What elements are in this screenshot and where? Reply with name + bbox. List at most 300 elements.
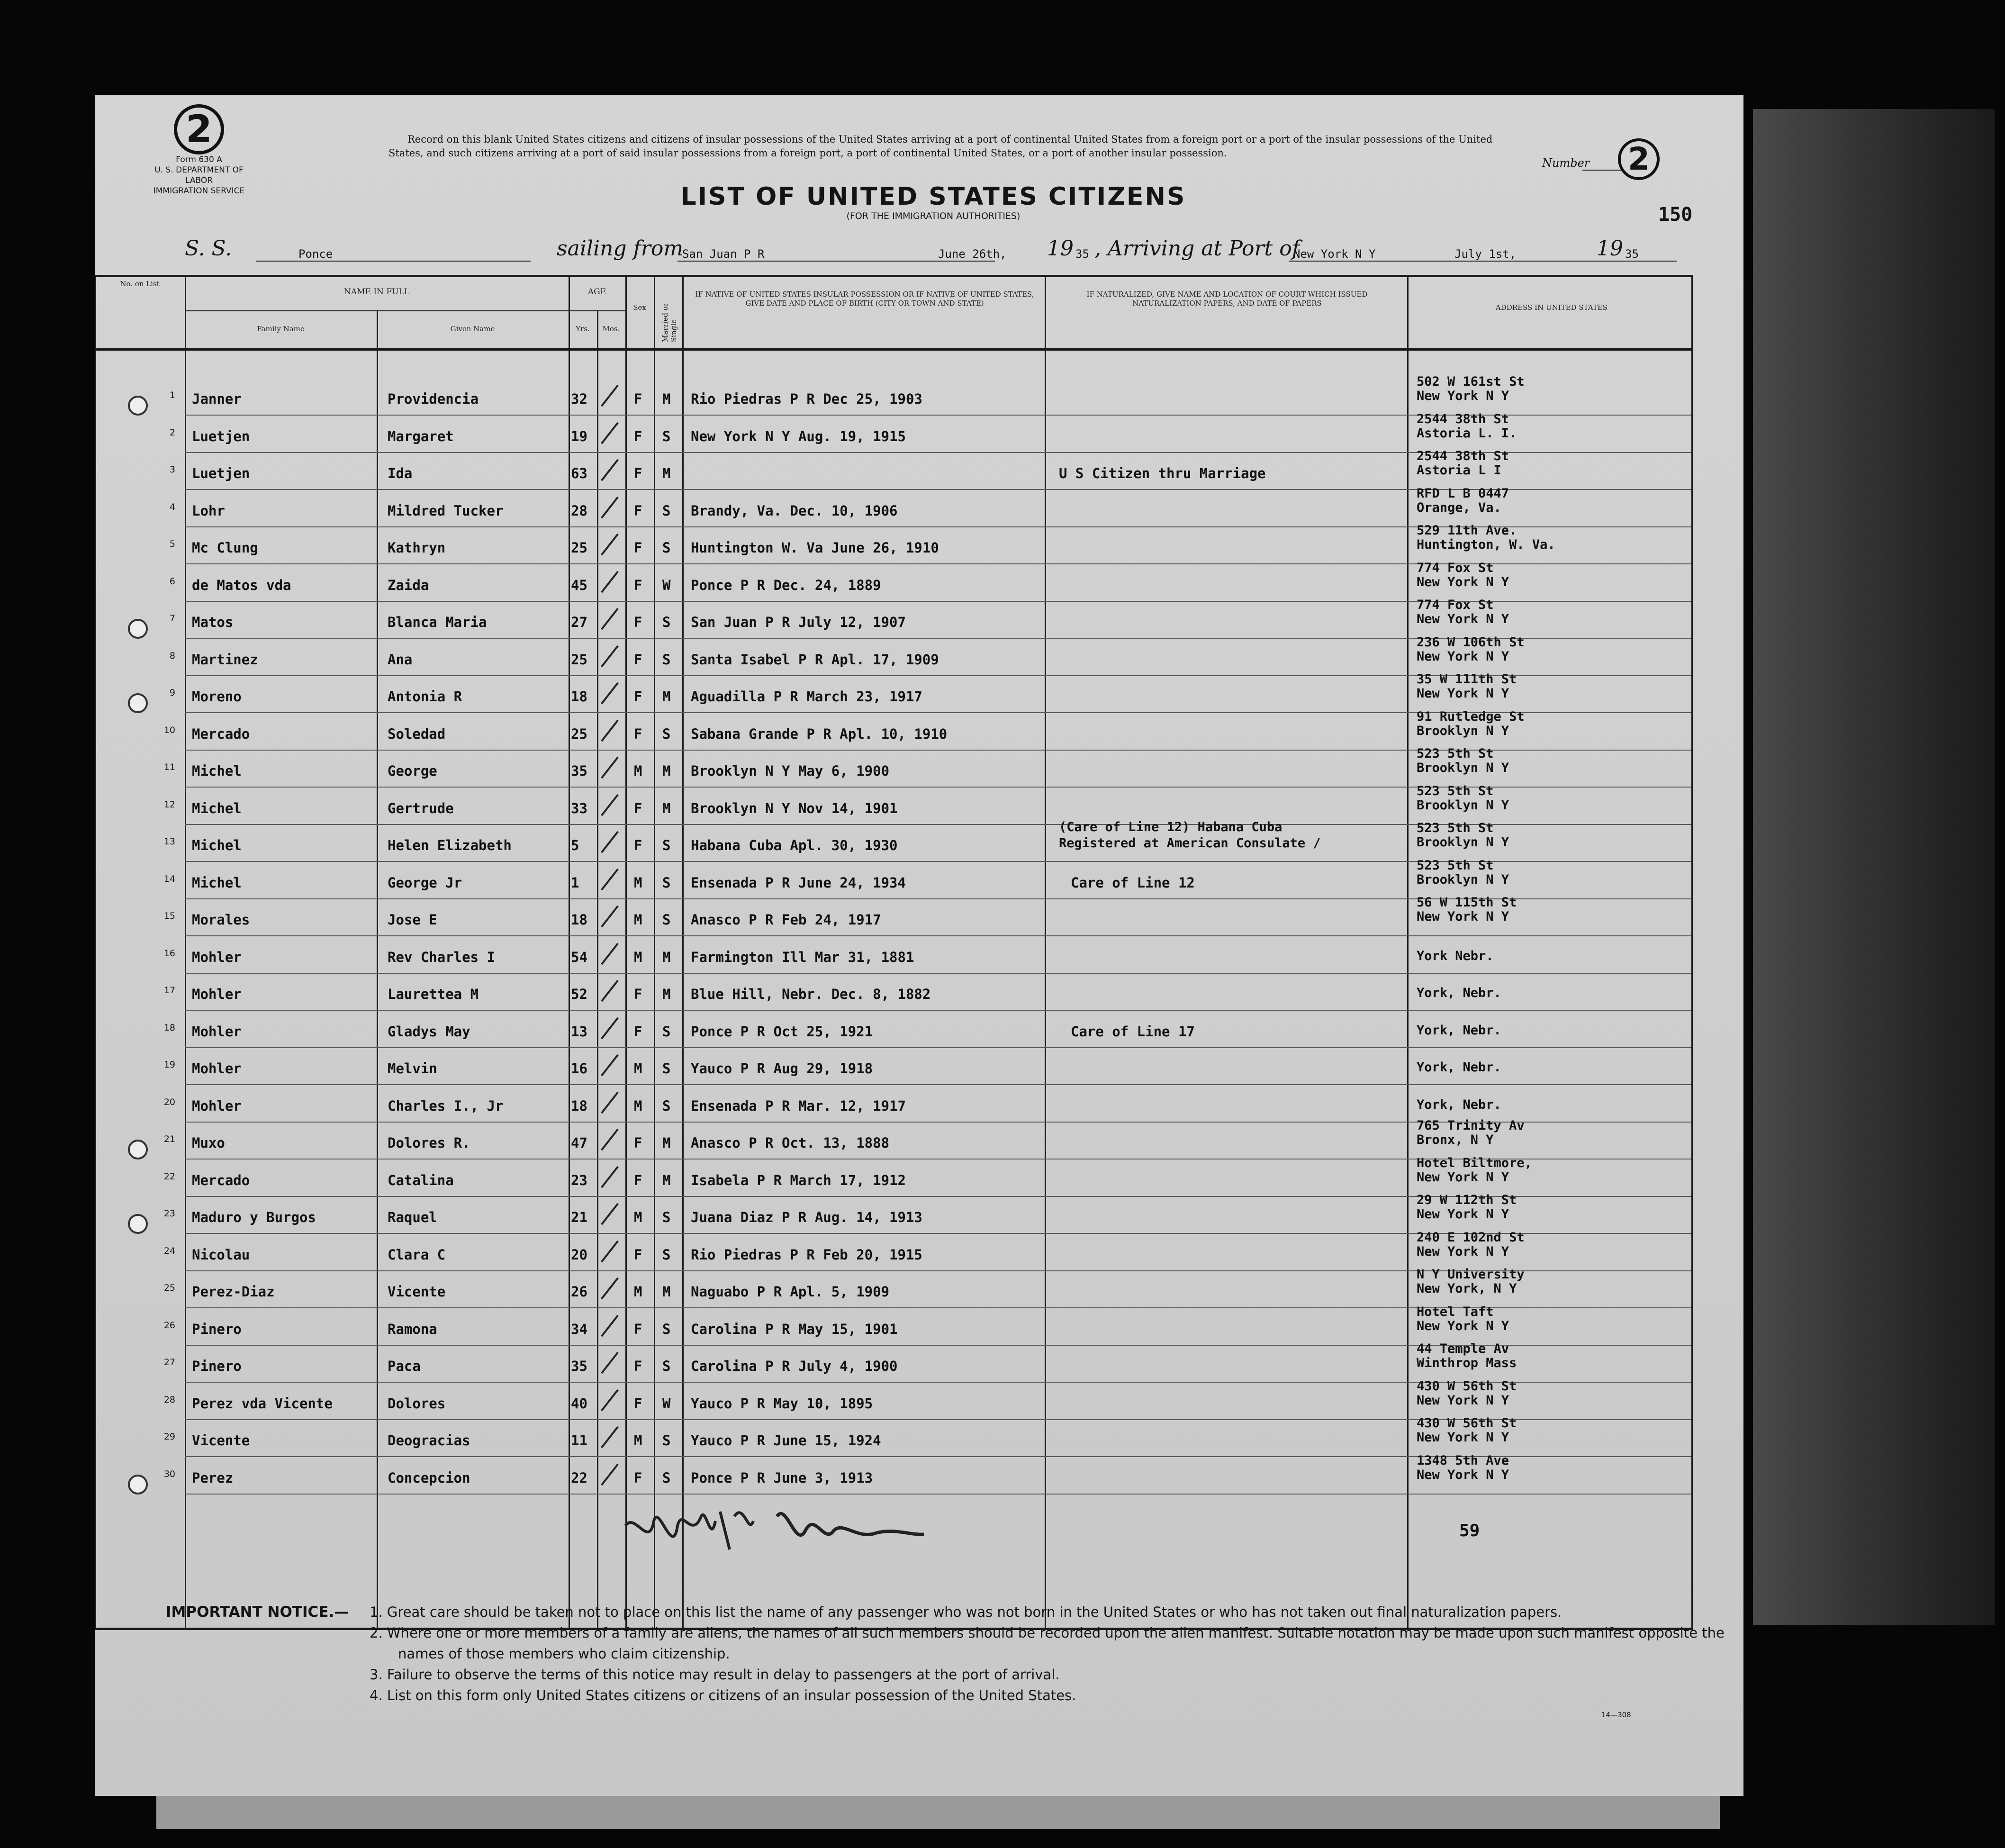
sex: F [634,1172,642,1188]
age-years: 18 [571,912,587,928]
age-years: 26 [571,1284,587,1300]
age-years: 27 [571,614,587,630]
age-years: 28 [571,502,587,519]
address-line-1: York, Nebr. [1417,1023,1501,1038]
sex: M [634,1284,642,1300]
address-line-2: New York N Y [1417,1318,1509,1333]
row-number: 23 [163,1208,175,1219]
address-line-2: New York N Y [1417,1467,1509,1482]
family-name: Mohler [192,986,242,1002]
address-line-2: New York N Y [1417,612,1509,626]
notice-item: 2. Where one or more members of a family are aliens, the names of all such members should be recorded upon the alien manifest. Suitable notation may be made upon such manifest opposite the names of those members who claim citizenship. [370,1625,1725,1662]
col-divider [654,275,655,1630]
address-line-1: 35 W 111th St [1417,672,1517,687]
punch-hole [128,1214,148,1234]
checkmark [601,1203,619,1225]
address-line-1: 430 W 56th St [1417,1378,1517,1394]
age-years: 32 [571,391,587,407]
checkmark [601,534,619,556]
family-name: Mohler [192,949,242,965]
ss-label: S. S. [185,236,232,261]
family-name: Mohler [192,1097,242,1114]
given-name: Melvin [388,1060,437,1077]
family-name: Nicolau [192,1246,250,1263]
address-line-2: Brooklyn N Y [1417,835,1509,850]
marital-status: W [662,577,671,593]
given-name: Ramona [388,1321,437,1337]
given-name: Raquel [388,1209,437,1225]
checkmark [601,1314,619,1337]
address-line-1: Hotel Taft [1417,1304,1494,1319]
address-line-2: Orange, Va. [1417,500,1501,515]
age-years: 25 [571,540,587,556]
naturalization-note: Care of Line 17 [1071,1023,1195,1040]
row-number: 21 [163,1134,175,1144]
given-name: Concepcion [388,1469,470,1486]
checkmark [601,1129,619,1151]
birth-place-date: Naguabo P R Apl. 5, 1909 [691,1284,890,1300]
address-line-2: Astoria L I [1417,463,1501,478]
page-number: 150 [1658,204,1693,226]
age-years: 33 [571,800,587,816]
address-line-1: 29 W 112th St [1417,1193,1517,1207]
birth-place-date: Isabela P R March 17, 1912 [691,1172,906,1188]
row-number: 1 [169,390,175,400]
checkmark [601,1017,619,1039]
age-years: 23 [571,1172,587,1188]
department-label: U. S. DEPARTMENT OF LABOR [154,165,244,185]
marital-status: M [662,800,671,816]
checkmark [601,906,619,928]
age-years: 19 [571,428,587,444]
address-line-2: New York N Y [1417,1169,1509,1185]
given-name: Antonia R [388,688,462,705]
address-line-1: 529 11th Ave. [1417,523,1517,538]
header-bottom-rule [95,348,1693,351]
family-name: Mercado [192,725,250,742]
header-mid-rule [185,310,625,311]
checkmark [601,1091,619,1114]
sex: M [634,949,642,965]
given-name: Soledad [388,725,446,742]
sail-year-prefix: 19 [1047,236,1074,261]
address-line-1: 2544 38th St [1417,449,1509,463]
checkmark [601,1463,619,1486]
row-number: 15 [163,911,175,921]
row-divider [185,973,1691,974]
given-name: Ida [388,465,413,481]
address-line-1: 523 5th St [1417,858,1494,873]
address-line-2: Brooklyn N Y [1417,872,1509,887]
row-number: 8 [169,650,175,661]
family-name: Vicente [192,1432,250,1449]
given-name: Gladys May [388,1023,470,1040]
address-line-1: 2544 38th St [1417,411,1509,426]
marital-status: M [662,763,671,779]
header-name-in-full: NAME IN FULL [343,287,410,297]
address-line-2: Brooklyn N Y [1417,761,1509,775]
sex: F [634,688,642,705]
age-years: 40 [571,1395,587,1412]
address-line-2: New York N Y [1417,649,1509,664]
family-name: Michel [192,837,242,853]
age-years: 22 [571,1469,587,1486]
age-years: 35 [571,1358,587,1374]
sex: M [634,1209,642,1225]
given-name: Deogracias [388,1432,470,1449]
age-years: 45 [571,577,587,593]
family-name: Perez-Diaz [192,1284,275,1300]
sex: F [634,725,642,742]
header-given-name: Given Name [450,325,495,333]
given-name: Paca [388,1358,421,1374]
checkmark [601,1054,619,1077]
row-number: 28 [163,1394,175,1405]
row-number: 20 [163,1096,175,1107]
form-id-block [142,104,256,196]
col-divider [377,310,378,1630]
ship-name: Ponce [298,247,333,261]
address-line-1: York, Nebr. [1417,1097,1501,1112]
age-years: 25 [571,725,587,742]
marital-status: W [662,1395,671,1412]
sex: M [634,912,642,928]
address-line-2: Astoria L. I. [1417,426,1517,441]
address-line-1: 1348 5th Ave [1417,1453,1509,1468]
row-divider [185,1047,1691,1048]
notice-list [370,1602,1729,1706]
family-name: Michel [192,800,242,816]
checkmark [601,868,619,890]
address-line-2: New York N Y [1417,686,1509,701]
age-years: 25 [571,651,587,668]
row-number: 25 [163,1283,175,1293]
address-line-1: 430 W 56th St [1417,1416,1517,1431]
marital-status: S [662,1023,671,1040]
marital-status: M [662,949,671,965]
birth-place-date: Yauco P R May 10, 1895 [691,1395,873,1412]
given-name: Laurettea M [388,986,479,1002]
address-line-1: 56 W 115th St [1417,895,1517,910]
given-name: George Jr [388,874,462,891]
address-line-1: York, Nebr. [1417,986,1501,1000]
marital-status: S [662,428,671,444]
form-code: 14—308 [1601,1711,1631,1719]
marital-status: M [662,1172,671,1188]
checkmark [601,571,619,593]
row-number: 9 [169,688,175,698]
punch-hole [128,693,148,713]
marital-status: S [662,540,671,556]
sex: M [634,1097,642,1114]
handwritten-signature [621,1493,929,1568]
address-line-1: 523 5th St [1417,783,1494,798]
header-yrs: Yrs. [576,325,590,333]
sex: F [634,800,642,816]
given-name: Zaida [388,577,429,593]
arrival-year-prefix: 19 [1597,236,1623,261]
checkmark [601,645,619,667]
address-line-2: New York N Y [1417,1430,1509,1445]
birth-place-date: Ponce P R Dec. 24, 1889 [691,577,881,593]
punch-hole [128,619,148,639]
address-line-1: 91 Rutledge St [1417,709,1525,724]
family-name: Michel [192,763,242,779]
address-line-1: 240 E 102nd St [1417,1230,1525,1245]
marital-status: S [662,1432,671,1449]
family-name: Mercado [192,1172,250,1188]
checkmark [601,831,619,853]
checkmark [601,496,619,518]
marital-status: S [662,1060,671,1077]
address-line-2: New York N Y [1417,909,1509,924]
row-number: 29 [163,1431,175,1442]
col-divider [1045,275,1046,1630]
form-circle-number: 2 [174,104,224,154]
col-divider [1407,275,1409,1630]
birth-place-date: Brooklyn N Y May 6, 1900 [691,763,890,779]
naturalization-note: Registered at American Consulate / [1059,836,1321,851]
birth-place-date: Anasco P R Oct. 13, 1888 [691,1135,890,1151]
given-name: Providencia [388,391,479,407]
row-number: 17 [163,985,175,996]
address-line-1: 765 Trinity Av [1417,1118,1525,1133]
checkmark [601,719,619,742]
sex: F [634,1023,642,1040]
row-number: 27 [163,1357,175,1368]
row-number: 5 [169,539,175,549]
birth-place-date: Juana Diaz P R Aug. 14, 1913 [691,1209,922,1225]
family-name: Pinero [192,1358,242,1374]
marital-status: S [662,614,671,630]
address-line-1: 502 W 161st St [1417,374,1525,389]
form-id: Form 630 A [176,155,222,164]
family-name: Muxo [192,1135,225,1151]
family-name: Moreno [192,688,242,705]
given-name: Margaret [388,428,454,444]
age-years: 21 [571,1209,587,1225]
sex: F [634,1395,642,1412]
address-line-1: Hotel Biltmore, [1417,1155,1532,1170]
address-line-2: New York N Y [1417,389,1509,403]
age-years: 20 [571,1246,587,1263]
family-name: de Matos vda [192,577,291,593]
birth-place-date: Rio Piedras P R Feb 20, 1915 [691,1246,922,1263]
address-line-1: 523 5th St [1417,821,1494,835]
col-divider [625,275,627,1630]
family-name: Luetjen [192,428,250,444]
birth-place-date: Habana Cuba Apl. 30, 1930 [691,837,898,853]
row-divider [185,935,1691,936]
sex: F [634,465,642,481]
address-line-2: New York N Y [1417,574,1509,589]
header-address: ADDRESS IN UNITED STATES [1495,303,1608,312]
underlying-sheet [1753,109,1995,1625]
notice-lead: IMPORTANT NOTICE.— [166,1603,349,1621]
sex: F [634,391,642,407]
marital-status: M [662,1135,671,1151]
sex: F [634,1246,642,1263]
punch-hole [128,1140,148,1160]
voyage-line [95,237,1743,265]
port-from-underline [677,261,995,262]
sex: M [634,874,642,891]
address-line-2: Huntington, W. Va. [1417,537,1555,552]
row-number: 12 [163,799,175,810]
col-divider [569,275,570,1630]
row-number: 16 [163,948,175,959]
row-number: 10 [163,725,175,735]
sex: F [634,540,642,556]
marital-status: M [662,391,671,407]
sex: F [634,837,642,853]
notice-item: 4. List on this form only United States citizens or citizens of an insular possession of the United States. [370,1687,1076,1703]
manifest-page [95,95,1743,1796]
sex: F [634,577,642,593]
checkmark [601,980,619,1002]
address-line-2: New York N Y [1417,1207,1509,1222]
checkmark [601,1277,619,1300]
checkmark [601,757,619,779]
birth-place-date: Ponce P R Oct 25, 1921 [691,1023,873,1040]
birth-place-date: Carolina P R July 4, 1900 [691,1358,898,1374]
row-number: 7 [169,613,175,624]
age-years: 35 [571,763,587,779]
sex: F [634,651,642,668]
row-number: 22 [163,1171,175,1182]
given-name: Catalina [388,1172,454,1188]
marital-status: M [662,1284,671,1300]
punch-hole [128,1475,148,1495]
birth-place-date: Sabana Grande P R Apl. 10, 1910 [691,725,948,742]
arriving-label: , Arriving at Port of [1094,236,1300,261]
age-years: 5 [571,837,579,853]
given-name: Kathryn [388,540,446,556]
age-years: 1 [571,874,579,891]
sailing-label: sailing from [557,236,684,261]
checkmark [601,459,619,481]
marital-status: S [662,1097,671,1114]
marital-status: S [662,1469,671,1486]
port-to: New York N Y [1293,247,1376,261]
address-line-2: New York, N Y [1417,1281,1517,1296]
row-number: 30 [163,1468,175,1479]
address-line-1: N Y University [1417,1267,1525,1282]
family-name: Janner [192,391,242,407]
age-years: 47 [571,1135,587,1151]
given-name: Rev Charles I [388,949,495,965]
checkmark [601,1166,619,1188]
birth-place-date: Anasco P R Feb 24, 1917 [691,912,881,928]
given-name: Gertrude [388,800,454,816]
birth-place-date: Huntington W. Va June 26, 1910 [691,540,939,556]
ship-underline [256,261,531,262]
family-name: Mohler [192,1023,242,1040]
punch-hole [128,396,148,416]
given-name: Charles I., Jr [388,1097,504,1114]
col-divider [185,275,186,1630]
birth-place-date: New York N Y Aug. 19, 1915 [691,428,906,444]
birth-place-date: Brooklyn N Y Nov 14, 1901 [691,800,898,816]
row-number: 18 [163,1022,175,1033]
age-years: 52 [571,986,587,1002]
age-years: 11 [571,1432,587,1449]
family-name: Michel [192,874,242,891]
naturalization-note: Care of Line 12 [1071,874,1195,891]
address-line-1: 774 Fox St [1417,598,1494,612]
birth-place-date: Brandy, Va. Dec. 10, 1906 [691,502,898,519]
age-years: 34 [571,1321,587,1337]
row-number: 4 [169,501,175,512]
family-name: Perez [192,1469,234,1486]
sex: F [634,986,642,1002]
form-instructions: Record on this blank United States citizens and citizens of insular possessions of the United States arriving at a port of continental United States from a foreign port or a port of the insular possessions of the United States, and such citizens arriving at a port of said insular possessions from a foreign port, a port of continental United States, or a port of another insular possession. [388,134,1493,159]
page-title: LIST OF UNITED STATES CITIZENS [680,182,1186,211]
given-name: Blanca Maria [388,614,487,630]
sex: F [634,428,642,444]
address-line-2: Brooklyn N Y [1417,723,1509,738]
header-mos: Mos. [602,325,620,333]
birth-place-date: Yauco P R Aug 29, 1918 [691,1060,873,1077]
birth-place-date: San Juan P R July 12, 1907 [691,614,906,630]
birth-place-date: Blue Hill, Nebr. Dec. 8, 1882 [691,986,931,1002]
marital-status: S [662,1321,671,1337]
page-subtitle: (FOR THE IMMIGRATION AUTHORITIES) [846,211,1021,221]
marital-status: M [662,986,671,1002]
family-name: Perez vda Vicente [192,1395,333,1412]
age-years: 54 [571,949,587,965]
notice-item: 1. Great care should be taken not to place on this list the name of any passenger who was not born in the United States or who has not taken out final naturalization papers. [370,1604,1562,1620]
header-age: AGE [587,287,606,297]
checkmark [601,1389,619,1411]
marital-status: M [662,465,671,481]
address-line-1: 774 Fox St [1417,560,1494,575]
header-naturalized: IF NATURALIZED, GIVE NAME AND LOCATION OF COURT WHICH ISSUED NATURALIZATION PAPERS, AND DATE OF PAPERS [1086,290,1368,308]
family-name: Mc Clung [192,540,258,556]
birth-place-date: Ponce P R June 3, 1913 [691,1469,873,1486]
sex: M [634,1432,642,1449]
address-line-1: 523 5th St [1417,746,1494,761]
sex: F [634,502,642,519]
row-number: 6 [169,576,175,587]
address-line-1: York, Nebr. [1417,1060,1501,1075]
sex: F [634,1469,642,1486]
marital-status: S [662,651,671,668]
port-from: San Juan P R [682,247,765,261]
number-label: Number [1542,156,1590,170]
given-name: Helen Elizabeth [388,837,512,853]
address-line-1: RFD L B 0447 [1417,486,1509,501]
sex: F [634,1358,642,1374]
given-name: Jose E [388,912,437,928]
marital-status: S [662,725,671,742]
service-label: IMMIGRATION SERVICE [153,186,245,196]
checkmark [601,1240,619,1262]
row-divider [185,1084,1691,1085]
naturalization-note: U S Citizen thru Marriage [1059,465,1266,481]
table-right-border [1691,275,1693,1630]
marital-status: S [662,1209,671,1225]
header-no-on-list: No. on List [120,280,160,288]
page-total: 59 [1459,1521,1480,1540]
given-name: Vicente [388,1284,446,1300]
arrival-date: July 1st, [1454,247,1517,261]
header-family-name: Family Name [257,325,305,333]
header-sex: Sex [633,303,646,312]
birth-place-date: Farmington Ill Mar 31, 1881 [691,949,914,965]
arrival-year: 35 [1625,247,1639,261]
birth-place-date: Ensenada P R June 24, 1934 [691,874,906,891]
